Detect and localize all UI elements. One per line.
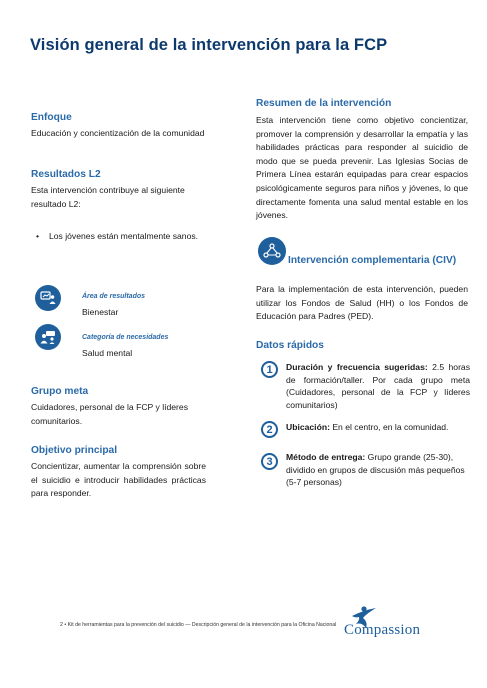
logo-wordmark: Compassion xyxy=(344,622,421,638)
footer-text: 2 • Kit de herramientas para la prevención del suicidio — Descripción general de la intervención para la Oficina Nacional xyxy=(60,622,337,628)
area-value: Bienestar xyxy=(82,307,119,317)
network-icon xyxy=(258,237,286,265)
fact-item-1 xyxy=(286,361,470,411)
resultados-section xyxy=(31,169,206,211)
fact-text-1: 2.5 horas de formación/taller. Por cada grupo meta (Cuidadores, personal de la FCP y líderes comunitarios) xyxy=(286,362,471,410)
enfoque-text: Educación y concientización de la comunidad xyxy=(31,128,205,138)
fact-label-3: Método de entrega: xyxy=(286,452,366,462)
bullet-text: Los jóvenes están mentalmente sanos. xyxy=(49,231,199,241)
people-chat-icon xyxy=(35,324,61,350)
objetivo-section xyxy=(31,445,206,501)
categoria-value: Salud mental xyxy=(82,348,133,358)
resumen-heading: Resumen de la intervención xyxy=(256,98,392,109)
page-title: Visión general de la intervención para la FCP xyxy=(30,36,388,54)
civ-text: Para la implementación de esta intervención, pueden utilizar los Fondos de Salud (HH) o los Fondos de Educación para Padres (PED). xyxy=(256,284,468,322)
fact-item-2 xyxy=(286,421,470,434)
fact-number-1: 1 xyxy=(261,361,278,378)
fact-number-2: 2 xyxy=(261,421,278,438)
fact-text-2: En el centro, en la comunidad. xyxy=(329,422,449,432)
fact-number-3: 3 xyxy=(261,453,278,470)
people-chart-icon xyxy=(35,285,61,311)
enfoque-section xyxy=(31,112,206,141)
resultados-bullet xyxy=(36,230,199,244)
compassion-logo xyxy=(344,604,434,644)
fact-label-2: Ubicación: xyxy=(286,422,330,432)
grupo-meta-section xyxy=(31,386,206,428)
categoria-label: Categoría de necesidades xyxy=(82,334,169,341)
resultados-heading: Resultados L2 xyxy=(31,169,101,180)
area-label: Área de resultados xyxy=(82,293,146,300)
fact-label-1: Duración y frecuencia sugeridas: xyxy=(286,362,428,372)
grupo-meta-text: Cuidadores, personal de la FCP y líderes comunitarios. xyxy=(31,402,188,426)
fact-item-3 xyxy=(286,451,470,489)
fact-text-3: Grupo grande (25-30), dividido en grupos de discusión más pequeños (5-7 personas) xyxy=(286,452,465,488)
resumen-text: Esta intervención tiene como objetivo concientizar, promover la comprensión y desarrollar la empatía y las habilidades prácticas para responder al suicidio de modo que se pueda prevenir. Las Iglesias Socias de Primera Línea estarán equipadas para crear espacios psicológicamente seguros para niños y jóvenes, lo que directamente fomenta una salud mental estable en los jóvenes. xyxy=(256,115,468,221)
enfoque-heading: Enfoque xyxy=(31,112,72,123)
resultados-text: Esta intervención contribuye al siguiente resultado L2: xyxy=(31,185,185,209)
resumen-section xyxy=(256,98,468,223)
grupo-meta-heading: Grupo meta xyxy=(31,386,89,397)
objetivo-heading: Objetivo principal xyxy=(31,445,118,456)
bullet-dot: • xyxy=(36,231,40,241)
civ-heading: Intervención complementaria (CIV) xyxy=(288,255,457,266)
objetivo-text: Concientizar, aumentar la comprensión sobre el suicidio e introducir habilidades prácticas para responder. xyxy=(31,461,206,499)
datos-heading: Datos rápidos xyxy=(256,340,324,351)
